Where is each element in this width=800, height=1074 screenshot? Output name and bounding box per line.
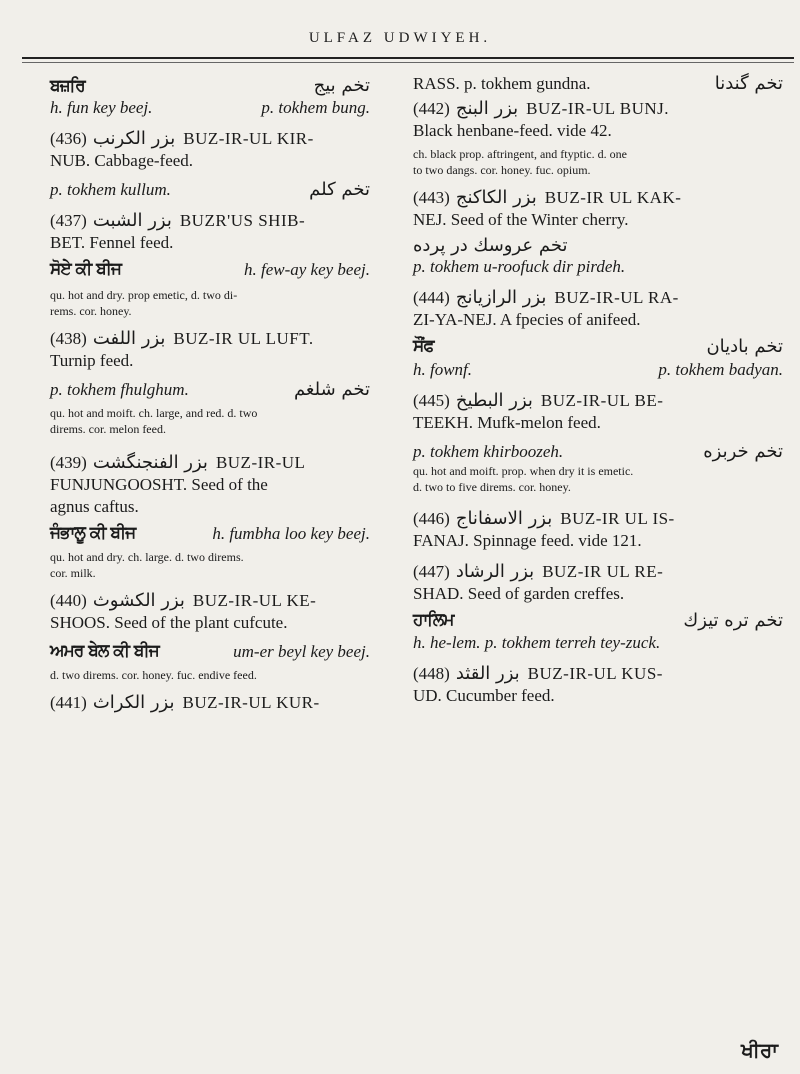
- entry-438: (438) بزر اللفت BUZ-IR UL LUFT. Turnip feed. p. tokhem fhulghum. تخم شلغم qu. hot and moift. ch. large, and red. d. two direms. cor. melon feed.: [50, 328, 370, 436]
- pronunciation-line: h. fun key beej. p. tokhem bung.: [50, 98, 370, 117]
- page-header: ULFAZ UDWIYEH.: [308, 30, 492, 46]
- entry-444: (444) بزر الرازيانج BUZ-IR-UL RA- ZI-YA-NEJ. A fpecies of anifeed. ਸੌਂਫ تخم بادیان h. fownf. p. tokhem badyan.: [413, 287, 783, 379]
- arabic-term: تخم بيج: [313, 75, 370, 96]
- entry-442: (442) بزر البنج BUZ-IR-UL BUNJ. Black henbane-feed. vide 42. ch. black prop. aftringent, and ftyptic. d. one to two dangs. cor. honey. fuc. opium.: [413, 98, 670, 177]
- right-column: RASS. p. tokhem gundna. تخم گندنا (442) بزر البنج BUZ-IR-UL BUNJ. Black henbane-feed. vide 42. ch. black prop. aftringent, and ftyptic. d. one to two dangs. cor. honey. fuc. opium. (443) بزر الكاكنج BUZ-IR UL KAK- NEJ. Seed of the Winter cherry. تخم عروسك در پرده p. tokhem u-roofuck dir pirdeh. (444) بزر الرازيانج BUZ-IR-UL RA- ZI-YA-NEJ. A fpecies of anifeed. ਸੌਂਫ تخم بادیان h. fownf. p. tokhem badyan. (445) بزر البطيخ BUZ-IR-UL BE- TEEKH. Mufk-melon feed. p. tokhem khirboozeh. تخم خربزه qu. hot and moift. prop. when dry it is emetic. d. two to five direms. cor. honey. (446) بزر الاسفاناج BUZ-IR UL IS- FANAJ. Spinnage feed. vide 121. (447) بزر الرشاد BUZ-IR UL RE- SHAD. Seed of garden creffes. ਹਾਲਿਮ تخم تره تيزك h. he-lem. p. tokhem terreh tey-zuck. (448) بزر القثد BUZ-IR-UL KUS- UD. Cucumber feed.: [413, 73, 783, 705]
- entry-447: (447) بزر الرشاد BUZ-IR UL RE- SHAD. Seed of garden creffes. ਹਾਲਿਮ تخم تره تيزك h. he-lem. p. tokhem terreh tey-zuck.: [413, 561, 783, 652]
- entry-443: (443) بزر الكاكنج BUZ-IR UL KAK- NEJ. Seed of the Winter cherry. تخم عروسك در پرده p. tokhem u-roofuck dir pirdeh.: [413, 187, 682, 276]
- entry-436: (436) بزر الكرنب BUZ-IR-UL KIR- NUB. Cabbage-feed. p. tokhem kullum. تخم كلم: [50, 128, 370, 200]
- entry-445: (445) بزر البطيخ BUZ-IR-UL BE- TEEKH. Mufk-melon feed. p. tokhem khirboozeh. تخم خربزه qu. hot and moift. prop. when dry it is emetic. d. two to five direms. cor. honey.: [413, 390, 783, 494]
- entry-437: (437) بزر الشبت BUZR'US SHIB- BET. Fennel feed. ਸੋਏ ਕੀ ਬੀਜ h. few-ay key beej. qu. hot and dry. prop emetic, d. two di- rems. cor. honey.: [50, 210, 370, 318]
- catchword: ਖੀਰਾ: [741, 1038, 778, 1062]
- entry-446: (446) بزر الاسفاناج BUZ-IR UL IS- FANAJ. Spinnage feed. vide 121.: [413, 508, 675, 550]
- entry-440: (440) بزر الكشوث BUZ-IR-UL KE- SHOOS. Seed of the plant cufcute. ਅਮਰ ਬੇਲ ਕੀ ਬੀਜ um-er beyl key beej. d. two direms. cor. honey. fuc. endive feed.: [50, 590, 370, 682]
- entry-435-glyphs: [50, 70, 370, 96]
- entry-448: (448) بزر القثد BUZ-IR-UL KUS- UD. Cucumber feed.: [413, 663, 663, 705]
- entry-441: (441) بزر الكراث BUZ-IR-UL KUR-: [50, 692, 320, 713]
- gurmukhi-term: ਬਜ਼ਰਿ: [50, 76, 85, 96]
- left-column: [50, 62, 370, 714]
- header-rule: [22, 57, 794, 59]
- entry-439: (439) بزر الفنجنگشت BUZ-IR-UL FUNJUNGOOSHT. Seed of the agnus caftus. ਜੰਭਾਲੂ ਕੀ ਬੀਜ h. fumbha loo key beej. qu. hot and dry. ch. large. d. two direms. cor. milk.: [50, 452, 370, 580]
